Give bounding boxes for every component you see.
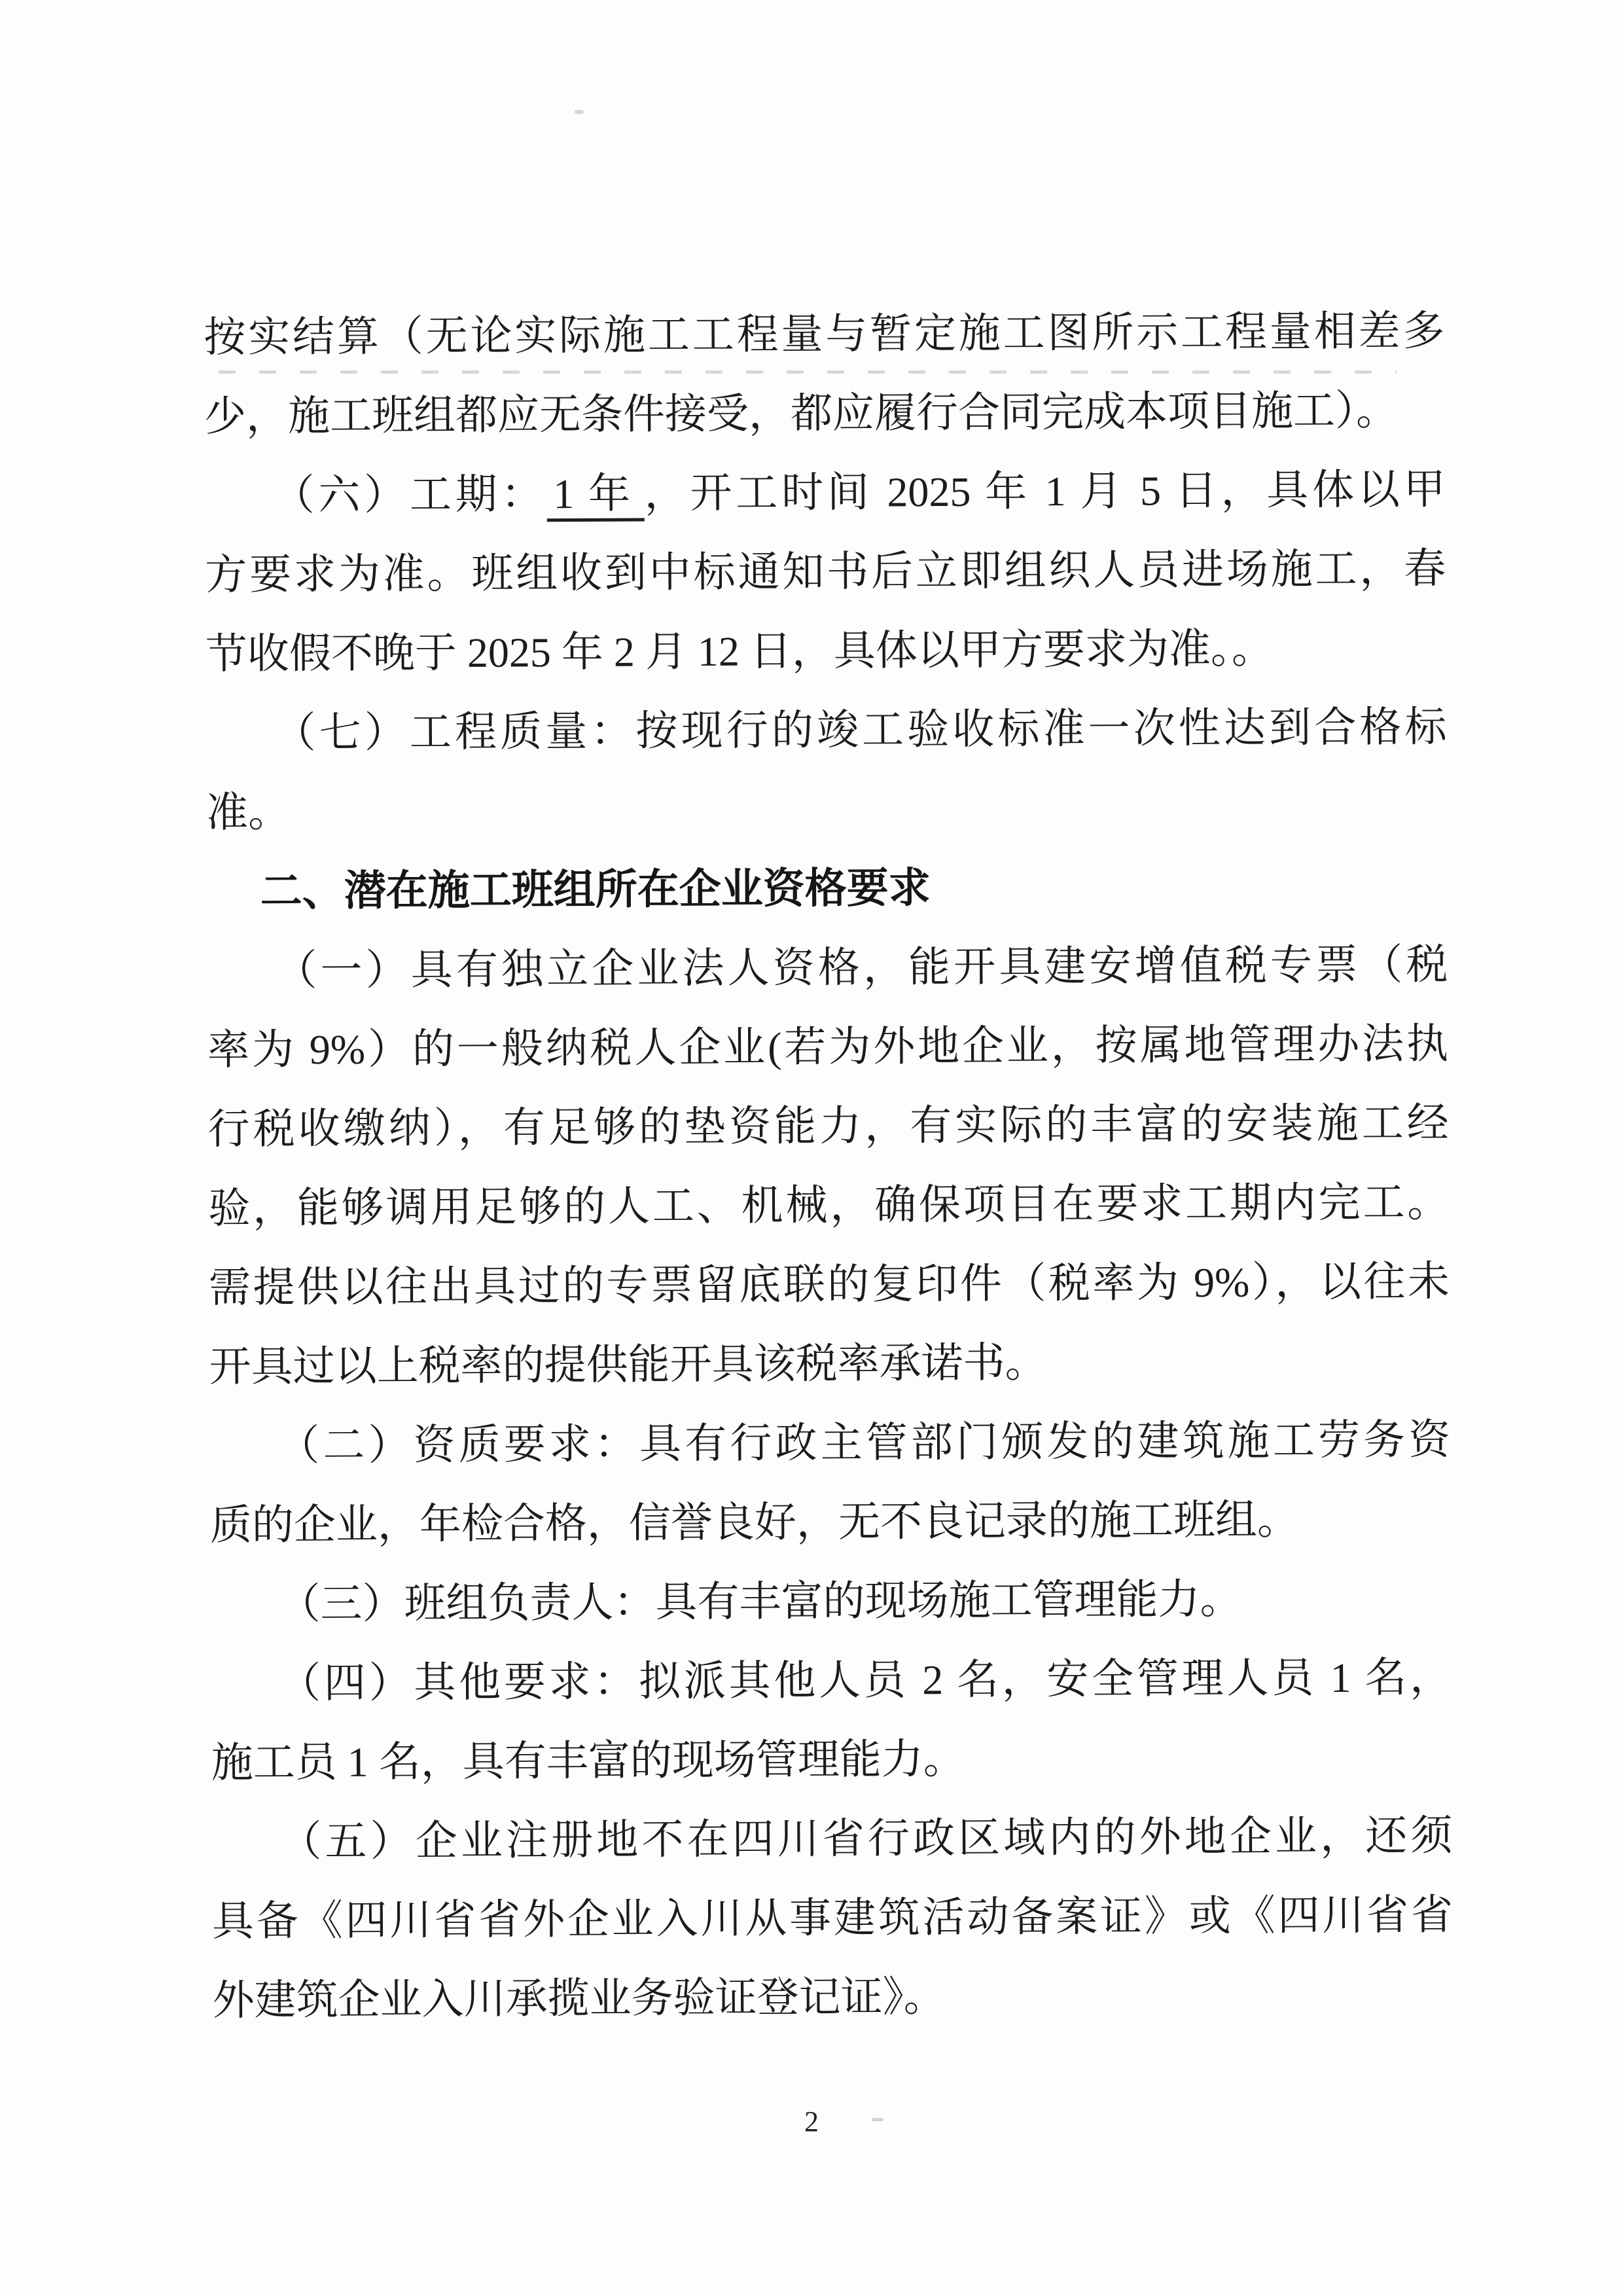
- section-2-heading: 二、潜在施工班组所在企业资格要求: [260, 864, 931, 915]
- qualification-5-line-1: （五）企业注册地不在四川省行政区域内的外地企业，还须: [279, 1812, 1453, 1865]
- qualification-1-line-5: 需提供以往出具过的专票留底联的复印件（税率为 9%），以往未: [208, 1258, 1450, 1311]
- qualification-1-line-3: 行税收缴纳），有足够的垫资能力，有实际的丰富的安装施工经: [207, 1100, 1449, 1153]
- document-body: [204, 291, 1454, 2040]
- clause-6-duration-underlined-value: 1 年: [546, 470, 645, 522]
- qualification-4-line-2: 施工员 1 名，具有丰富的现场管理能力。: [211, 1735, 965, 1786]
- scan-speck: [575, 110, 584, 114]
- qualification-1-line-4: 验，能够调用足够的人工、机械，确保项目在要求工期内完工。: [208, 1179, 1450, 1232]
- qualification-4-line-1: （四）其他要求：拟派其他人员 2 名，安全管理人员 1 名，: [278, 1654, 1452, 1707]
- clause-7-quality-line-1: （七）工程质量：按现行的竣工验收标准一次性达到合格标: [274, 704, 1447, 757]
- clause-6-label: （六）工期：: [272, 471, 547, 519]
- qualification-3-line-1: （三）班组负责人：具有丰富的现场施工管理能力。: [278, 1575, 1242, 1628]
- qualification-1-line-6: 开具过以上税率的提供能开具该税率承诺书。: [209, 1339, 1047, 1390]
- clause-7-quality-line-2: 准。: [205, 789, 291, 836]
- settlement-clause-line-2: 少，施工班组都应无条件接受，都应履行合同完成本项目施工）。: [204, 387, 1399, 440]
- qualification-1-line-1: （一）具有独立企业法人资格，能开具建安增值税专票（税: [275, 941, 1448, 994]
- qualification-2-line-2: 质的企业，年检合格，信誉良好，无不良记录的施工班组。: [209, 1496, 1300, 1549]
- clause-6-line-2: 方要求为准。班组收到中标通知书后立即组织人员进场施工，春: [205, 545, 1446, 598]
- clause-6-line-3: 节收假不晚于 2025 年 2 月 12 日，具体以甲方要求为准。。: [205, 625, 1274, 677]
- qualification-5-line-3: 外建筑企业入川承揽业务验证登记证》。: [212, 1973, 946, 2024]
- page-number: 2: [804, 2106, 819, 2138]
- qualification-1-line-2: 率为 9%）的一般纳税人企业(若为外地企业，按属地管理办法执: [207, 1020, 1449, 1073]
- qualification-2-line-1: （二）资质要求：具有行政主管部门颁发的建筑施工劳务资: [277, 1416, 1451, 1469]
- clause-6-start-date-text: ，开工时间 2025 年 1 月 5 日，具体以甲: [644, 466, 1446, 517]
- settlement-clause-line-1: 按实结算（无论实际施工工程量与暂定施工图所示工程量相差多: [204, 308, 1445, 361]
- clause-6-duration-line: [204, 450, 1446, 535]
- qualification-5-line-2: 具备《四川省省外企业入川从事建筑活动备案证》或《四川省省: [211, 1892, 1454, 1945]
